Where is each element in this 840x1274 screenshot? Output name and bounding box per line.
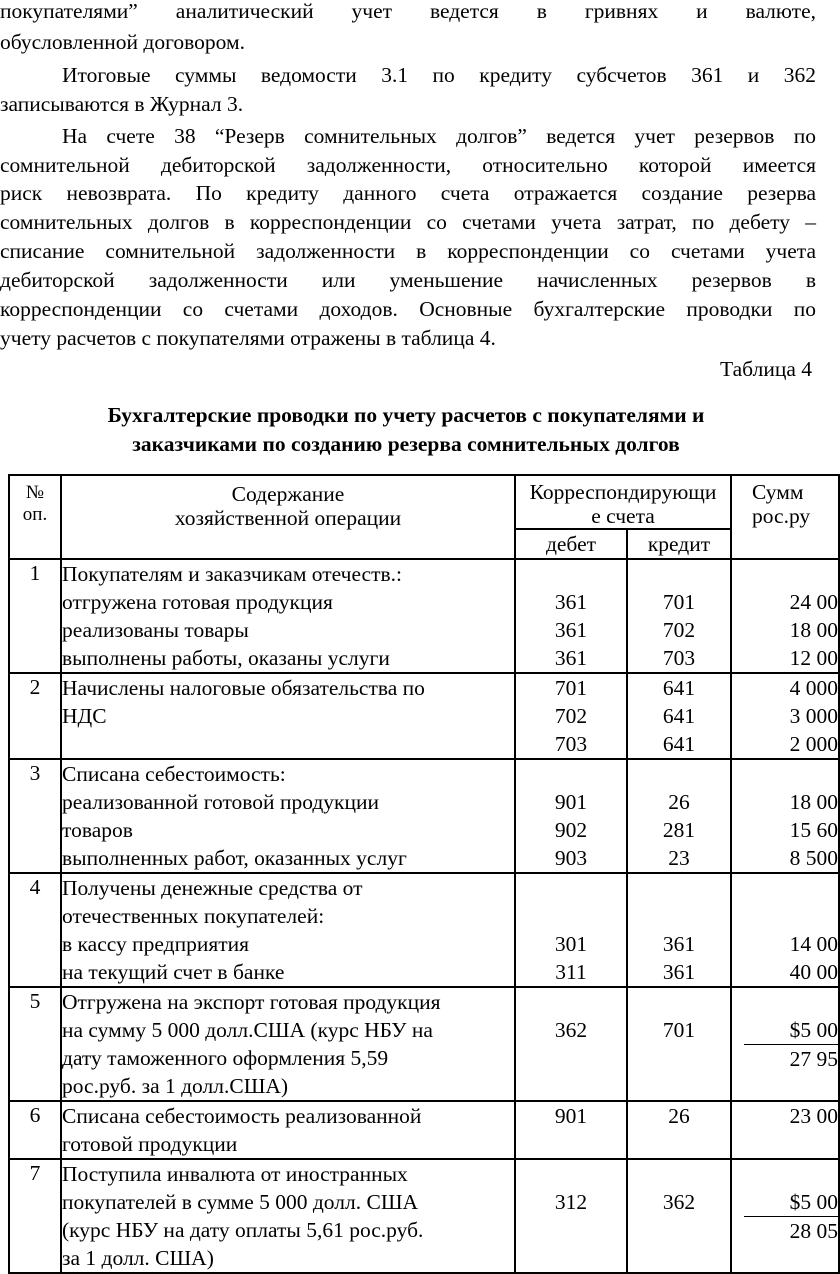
row-number: 4	[9, 873, 61, 987]
description-line: выполнены работы, оказаны услуги	[62, 646, 390, 670]
credit-account: 641	[662, 676, 696, 700]
sum-converted-value: 27 95	[744, 1044, 838, 1073]
table-label: Таблица 4	[720, 357, 812, 381]
sum-value: 18 00	[789, 790, 838, 814]
row-credit	[627, 987, 731, 1101]
sum-value: 4 000	[789, 676, 838, 700]
header-content	[61, 475, 515, 559]
sum-spacer	[732, 1160, 838, 1188]
row-sum	[731, 673, 839, 759]
paragraph-1-line-1: покупателями” аналитический учет ведется в гривнях и валюте,	[0, 0, 816, 23]
row-sum	[731, 1101, 839, 1159]
row-number: 1	[9, 559, 61, 673]
sum-value	[732, 760, 838, 788]
paragraph-3-line-1: На счете 38 “Резерв сомнительных долгов” ведется учет резервов по	[62, 124, 816, 148]
debit-account	[516, 874, 626, 902]
credit-account: 641	[662, 704, 696, 728]
description-line: Отгружена на экспорт готовая продукция	[62, 990, 441, 1014]
description-line: покупателей в сумме 5 000 долл. США	[62, 1190, 419, 1214]
header-num-line-1: №	[25, 482, 45, 503]
description-line: готовой продукции	[62, 1132, 238, 1156]
credit-account: 361	[662, 932, 696, 956]
table-header-row	[9, 475, 839, 529]
sum-spacer	[732, 988, 838, 1016]
header-debit: дебет	[515, 529, 627, 559]
debit-account	[516, 988, 626, 1016]
description-line: Списана себестоимость:	[62, 762, 286, 786]
description-line: рос.руб. за 1 долл.США)	[62, 1074, 289, 1098]
row-sum	[731, 759, 839, 873]
debit-account	[516, 902, 626, 930]
paragraph-3-line-4: сомнительных долгов в корреспонденции со счетами учета затрат, по дебету –	[0, 210, 816, 234]
header-content-line-2: хозяйственной операции	[174, 506, 402, 530]
debit-account: 702	[554, 704, 588, 728]
header-content-line-1: Содержание	[231, 482, 345, 506]
credit-account	[628, 1244, 730, 1272]
description-line: в кассу предприятия	[62, 932, 250, 956]
sum-value: 23 00	[789, 1104, 838, 1128]
paragraph-3-line-6: дебиторской задолженности или уменьшение начисленных резервов в	[0, 268, 816, 292]
credit-account: 701	[662, 1018, 696, 1042]
table-row	[9, 1159, 839, 1273]
header-sum-line-2: рос.ру	[752, 504, 811, 528]
debit-account	[516, 1072, 626, 1100]
row-debit	[515, 559, 627, 673]
credit-account	[628, 902, 730, 930]
row-sum	[731, 873, 839, 987]
paragraph-2-line-2: записываются в Журнал 3.	[0, 92, 244, 116]
description-line: дату таможенного оформления 5,59	[62, 1046, 389, 1070]
debit-account: 361	[554, 618, 588, 642]
debit-account	[516, 1130, 626, 1158]
sum-value: 14 00	[789, 932, 838, 956]
table-row	[9, 759, 839, 873]
table-row	[9, 873, 839, 987]
row-debit	[515, 673, 627, 759]
description-line: реализованной готовой продукции	[62, 790, 379, 814]
debit-account: 902	[554, 818, 588, 842]
row-number: 3	[9, 759, 61, 873]
debit-account: 361	[554, 590, 588, 614]
header-sum-line-1: Сумм	[752, 480, 804, 504]
sum-value: 18 00	[789, 618, 838, 642]
credit-account	[628, 1072, 730, 1100]
table-title-line-1: Бухгалтерские проводки по учету расчетов с покупателями и	[107, 403, 705, 427]
credit-account: 362	[662, 1190, 696, 1214]
credit-account	[628, 988, 730, 1016]
header-accounts-line-2: е счета	[591, 504, 655, 528]
row-debit	[515, 1159, 627, 1273]
row-description	[61, 873, 515, 987]
credit-account	[628, 1130, 730, 1158]
debit-account	[516, 1160, 626, 1188]
description-line	[62, 730, 514, 758]
credit-account: 361	[662, 960, 696, 984]
credit-account	[628, 1216, 730, 1244]
debit-account: 361	[554, 646, 588, 670]
row-credit	[627, 673, 731, 759]
description-line: отгружена готовая продукция	[62, 590, 333, 614]
row-debit	[515, 759, 627, 873]
description-line: товаров	[62, 818, 133, 842]
debit-account	[516, 1244, 626, 1272]
row-description	[61, 1159, 515, 1273]
description-line: Получены денежные средства от	[62, 876, 363, 900]
debit-account	[516, 1044, 626, 1072]
debit-account: 903	[554, 846, 588, 870]
row-credit	[627, 1159, 731, 1273]
row-number: 6	[9, 1101, 61, 1159]
credit-account: 23	[668, 846, 690, 870]
header-accounts-line-1: Корреспондирующи	[529, 480, 717, 504]
debit-account	[516, 1216, 626, 1244]
sum-currency-value: $5 00	[789, 1018, 838, 1042]
credit-account: 26	[668, 790, 690, 814]
table-body	[9, 559, 839, 1273]
description-line: выполненных работ, оказанных услуг	[62, 846, 407, 870]
paragraph-3-line-8: учету расчетов с покупателями отражены в таблица 4.	[0, 326, 496, 350]
debit-account	[516, 760, 626, 788]
description-line: Списана себестоимость реализованной	[62, 1104, 422, 1128]
description-line: НДС	[62, 704, 107, 728]
row-description	[61, 1101, 515, 1159]
credit-account: 703	[662, 646, 696, 670]
credit-account	[628, 560, 730, 588]
sum-value	[732, 1130, 838, 1158]
header-credit: кредит	[627, 529, 731, 559]
credit-account: 702	[662, 618, 696, 642]
description-line: Покупателям и заказчикам отечеств.:	[62, 562, 403, 586]
paragraph-3-line-5: списание сомнительной задолженности в корреспонденции со счетами учета	[0, 239, 816, 263]
debit-account: 901	[554, 790, 588, 814]
row-number: 7	[9, 1159, 61, 1273]
description-line: отечественных покупателей:	[62, 904, 325, 928]
sum-currency-value: $5 00	[789, 1190, 838, 1214]
row-sum	[731, 987, 839, 1101]
table-row	[9, 987, 839, 1101]
sum-converted-value: 28 05	[744, 1216, 838, 1245]
credit-account	[628, 1044, 730, 1072]
paragraph-2-line-1: Итоговые суммы ведомости 3.1 по кредиту субсчетов 361 и 362	[62, 63, 816, 87]
header-accounts	[515, 475, 731, 529]
paragraph-1-line-2: обусловленной договором.	[0, 30, 245, 54]
credit-account	[628, 874, 730, 902]
row-sum	[731, 559, 839, 673]
row-number: 2	[9, 673, 61, 759]
credit-account	[628, 760, 730, 788]
sum-value: 15 60	[789, 818, 838, 842]
description-line: на сумму 5 000 долл.США (курс НБУ на	[62, 1018, 433, 1042]
sum-value: 40 00	[789, 960, 838, 984]
description-line: реализованы товары	[62, 618, 249, 642]
row-debit	[515, 987, 627, 1101]
debit-account: 703	[554, 732, 588, 756]
header-num-line-2: оп.	[22, 504, 48, 525]
description-line: (курс НБУ на дату оплаты 5,61 рос.руб.	[62, 1218, 424, 1242]
sum-value: 12 00	[789, 646, 838, 670]
table-row	[9, 673, 839, 759]
row-number: 5	[9, 987, 61, 1101]
table-row	[9, 559, 839, 673]
row-sum	[731, 1159, 839, 1273]
sum-value	[732, 560, 838, 588]
table-title-line-2: заказчиками по созданию резерва сомнительных долгов	[132, 432, 680, 456]
row-debit	[515, 1101, 627, 1159]
row-credit	[627, 1101, 731, 1159]
header-sum	[731, 475, 839, 559]
row-credit	[627, 759, 731, 873]
debit-account: 901	[554, 1104, 588, 1128]
paragraph-3-line-3: риск невозврата. По кредиту данного счета отражается создание резерва	[0, 181, 816, 205]
row-description	[61, 759, 515, 873]
debit-account: 312	[554, 1190, 588, 1214]
sum-value	[732, 874, 838, 902]
row-description	[61, 673, 515, 759]
sum-value: 8 500	[789, 846, 838, 870]
credit-account: 26	[668, 1104, 690, 1128]
row-description	[61, 559, 515, 673]
description-line: Поступила инвалюта от иностранных	[62, 1162, 408, 1186]
credit-account: 701	[662, 590, 696, 614]
debit-account: 301	[554, 932, 588, 956]
credit-account: 281	[662, 818, 696, 842]
description-line: Начислены налоговые обязательства по	[62, 676, 425, 700]
sum-value: 3 000	[789, 704, 838, 728]
description-line: на текущий счет в банке	[62, 960, 285, 984]
table-row	[9, 1101, 839, 1159]
description-line: за 1 долл. США)	[62, 1246, 214, 1270]
row-description	[61, 987, 515, 1101]
paragraph-3-line-2: сомнительной дебиторской задолженности, относительно которой имеется	[0, 153, 816, 177]
row-credit	[627, 873, 731, 987]
sum-value: 2 000	[789, 732, 838, 756]
row-credit	[627, 559, 731, 673]
debit-account: 311	[555, 960, 587, 984]
sum-value	[732, 902, 838, 930]
credit-account: 641	[662, 732, 696, 756]
debit-account	[516, 560, 626, 588]
debit-account: 362	[554, 1018, 588, 1042]
credit-account	[628, 1160, 730, 1188]
paragraph-3-line-7: корреспонденции со счетами доходов. Основные бухгалтерские проводки по	[0, 297, 816, 321]
debit-account: 701	[554, 676, 588, 700]
sum-value: 24 00	[789, 590, 838, 614]
row-debit	[515, 873, 627, 987]
header-num	[9, 475, 61, 559]
postings-table	[8, 474, 840, 1274]
